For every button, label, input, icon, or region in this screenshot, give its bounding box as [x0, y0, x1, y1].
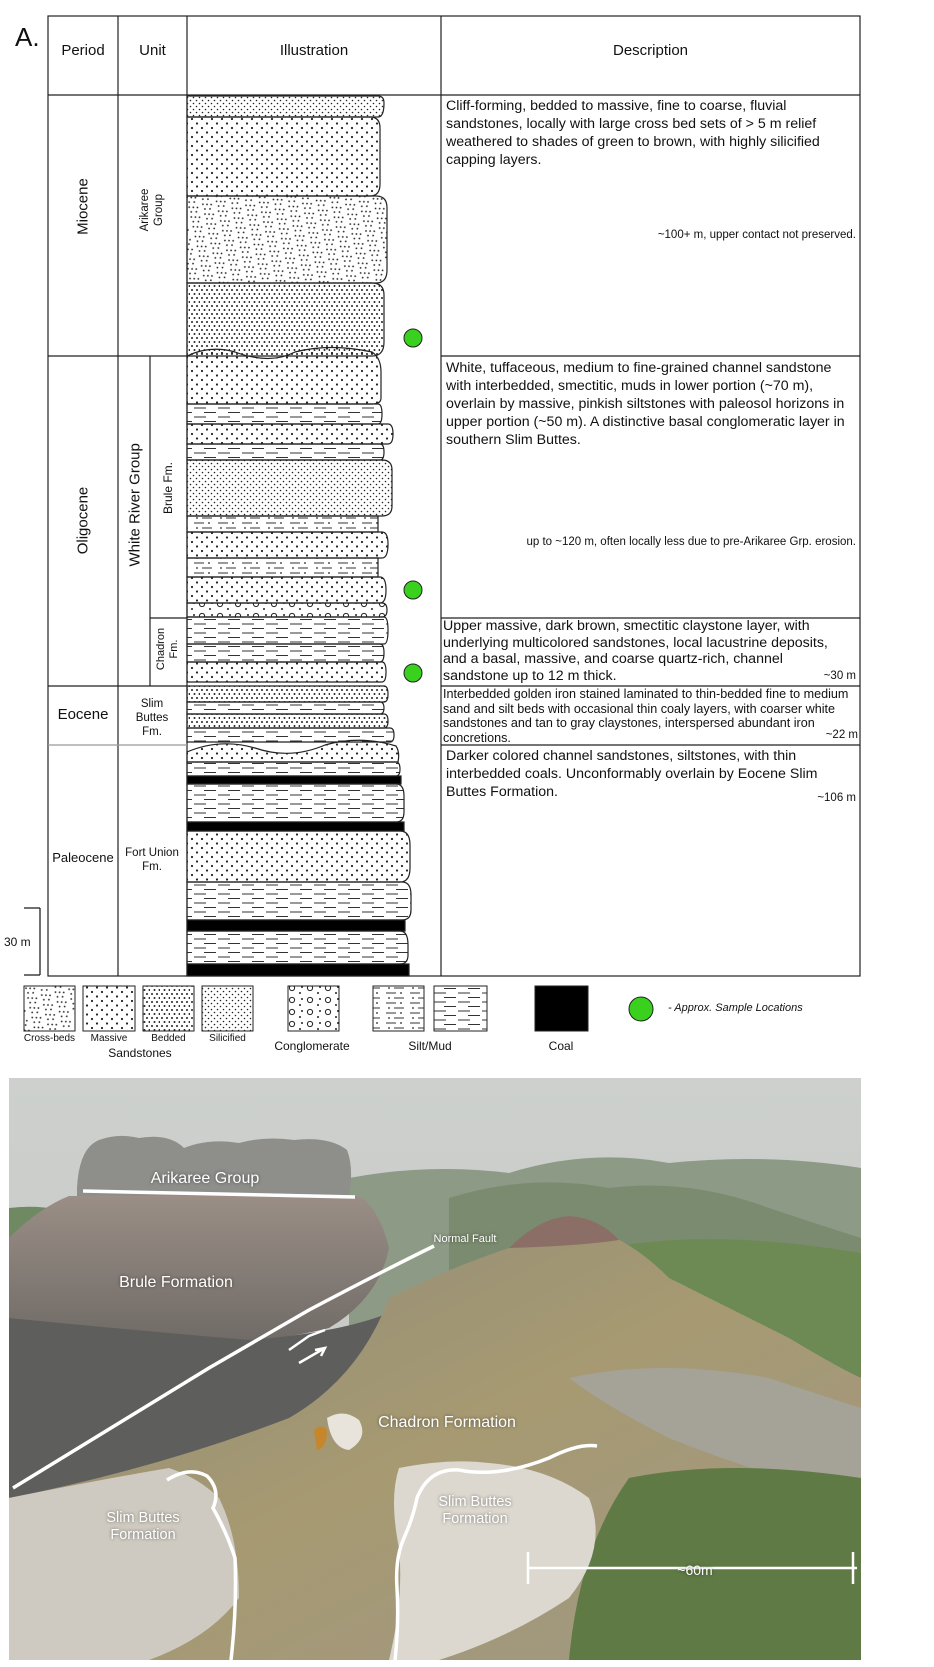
legend-silt-mud: Silt/Mud — [408, 1039, 452, 1053]
scale-bar-60m: ~60m — [677, 1562, 713, 1578]
label-arikaree-group: Arikaree Group — [150, 1170, 260, 1187]
legend-sandstones: Sandstones — [108, 1046, 172, 1060]
header-period: Period — [61, 42, 105, 59]
label-slim-buttes-right: Slim Buttes Formation — [438, 1494, 512, 1527]
desc-fort-union: Darker colored channel sandstones, siltstones, with thin interbedded coals. Unconformably overlain by Eocene Slim Buttes Formation. — [446, 748, 818, 800]
desc-slim-buttes: Interbedded golden iron stained laminated to thin-bedded fine to medium sand and silt beds with occasional thin coaly layers, with coarser white sandstones and tan to gray claystones, interspersed abundant iron concretions. — [443, 687, 849, 744]
sample-marker — [404, 329, 422, 347]
unit-fort-union: Fort Union Fm. — [125, 847, 179, 873]
label-chadron-formation: Chadron Formation — [378, 1414, 516, 1431]
period-oligocene: Oligocene — [74, 486, 92, 555]
desc-chadron: Upper massive, dark brown, smectitic claystone layer, with underlying multicolored sandstones, local lacustrine deposits, and a basal, massive, and coarse quartz-rich, channel sandstone up to 12 m thick. — [443, 618, 828, 684]
unit-chadron: Chadron Fm. — [155, 627, 180, 671]
unit-brule: Brule Fm. — [161, 462, 175, 515]
column-beds — [187, 96, 411, 976]
header-illustration: Illustration — [279, 42, 349, 59]
thickness-fort-union: ~106 m — [817, 792, 856, 804]
thickness-miocene: ~100+ m, upper contact not preserved. — [657, 229, 856, 241]
legend-conglomerate: Conglomerate — [274, 1039, 350, 1053]
period-eocene: Eocene — [57, 706, 109, 723]
unit-white-river: White River Group — [126, 443, 144, 567]
legend-silicified: Silicified — [209, 1033, 246, 1044]
desc-brule: White, tuffaceous, medium to fine-grained channel sandstone with interbedded, smectitic, muds in lower portion (~70 m), overlain by massive, pinkish siltstones with paleosol horizons in upper portion (~50 m). A distinctive basal conglomeratic layer in southern Slim Buttes. — [446, 360, 845, 448]
legend-massive: Massive — [90, 1033, 128, 1044]
legend-sample-marker — [629, 997, 653, 1021]
legend-swatches — [24, 986, 588, 1031]
label-normal-fault: Normal Fault — [433, 1233, 497, 1245]
legend-samples: - Approx. Sample Locations — [668, 1002, 803, 1014]
header-description: Description — [612, 42, 689, 59]
thickness-brule: up to ~120 m, often locally less due to pre-Arikaree Grp. erosion. — [526, 536, 856, 548]
sample-marker — [404, 664, 422, 682]
thickness-slim-buttes: ~22 m — [825, 729, 858, 741]
desc-miocene: Cliff-forming, bedded to massive, fine to coarse, fluvial sandstones, locally with large cross bed sets of > 5 m relief weathered to shades of green to brown, with highly silicified capping layers. — [446, 98, 820, 168]
legend-cross-beds: Cross-beds — [23, 1033, 76, 1044]
legend-coal: Coal — [548, 1039, 574, 1053]
legend-bedded: Bedded — [151, 1033, 186, 1044]
panel-a-letter: A. — [15, 22, 40, 52]
scale-bar-label: 30 m — [4, 935, 31, 949]
period-miocene: Miocene — [74, 178, 92, 235]
header-unit: Unit — [139, 42, 166, 59]
label-slim-buttes-left: Slim Buttes Formation — [106, 1510, 180, 1543]
thickness-chadron: ~30 m — [823, 670, 856, 682]
unit-slim-buttes: Slim Buttes Fm. — [135, 698, 169, 738]
period-paleocene: Paleocene — [52, 850, 114, 865]
sample-marker — [404, 581, 422, 599]
label-brule-formation: Brule Formation — [119, 1274, 233, 1291]
unit-arikaree: Arikaree Group — [139, 188, 165, 232]
